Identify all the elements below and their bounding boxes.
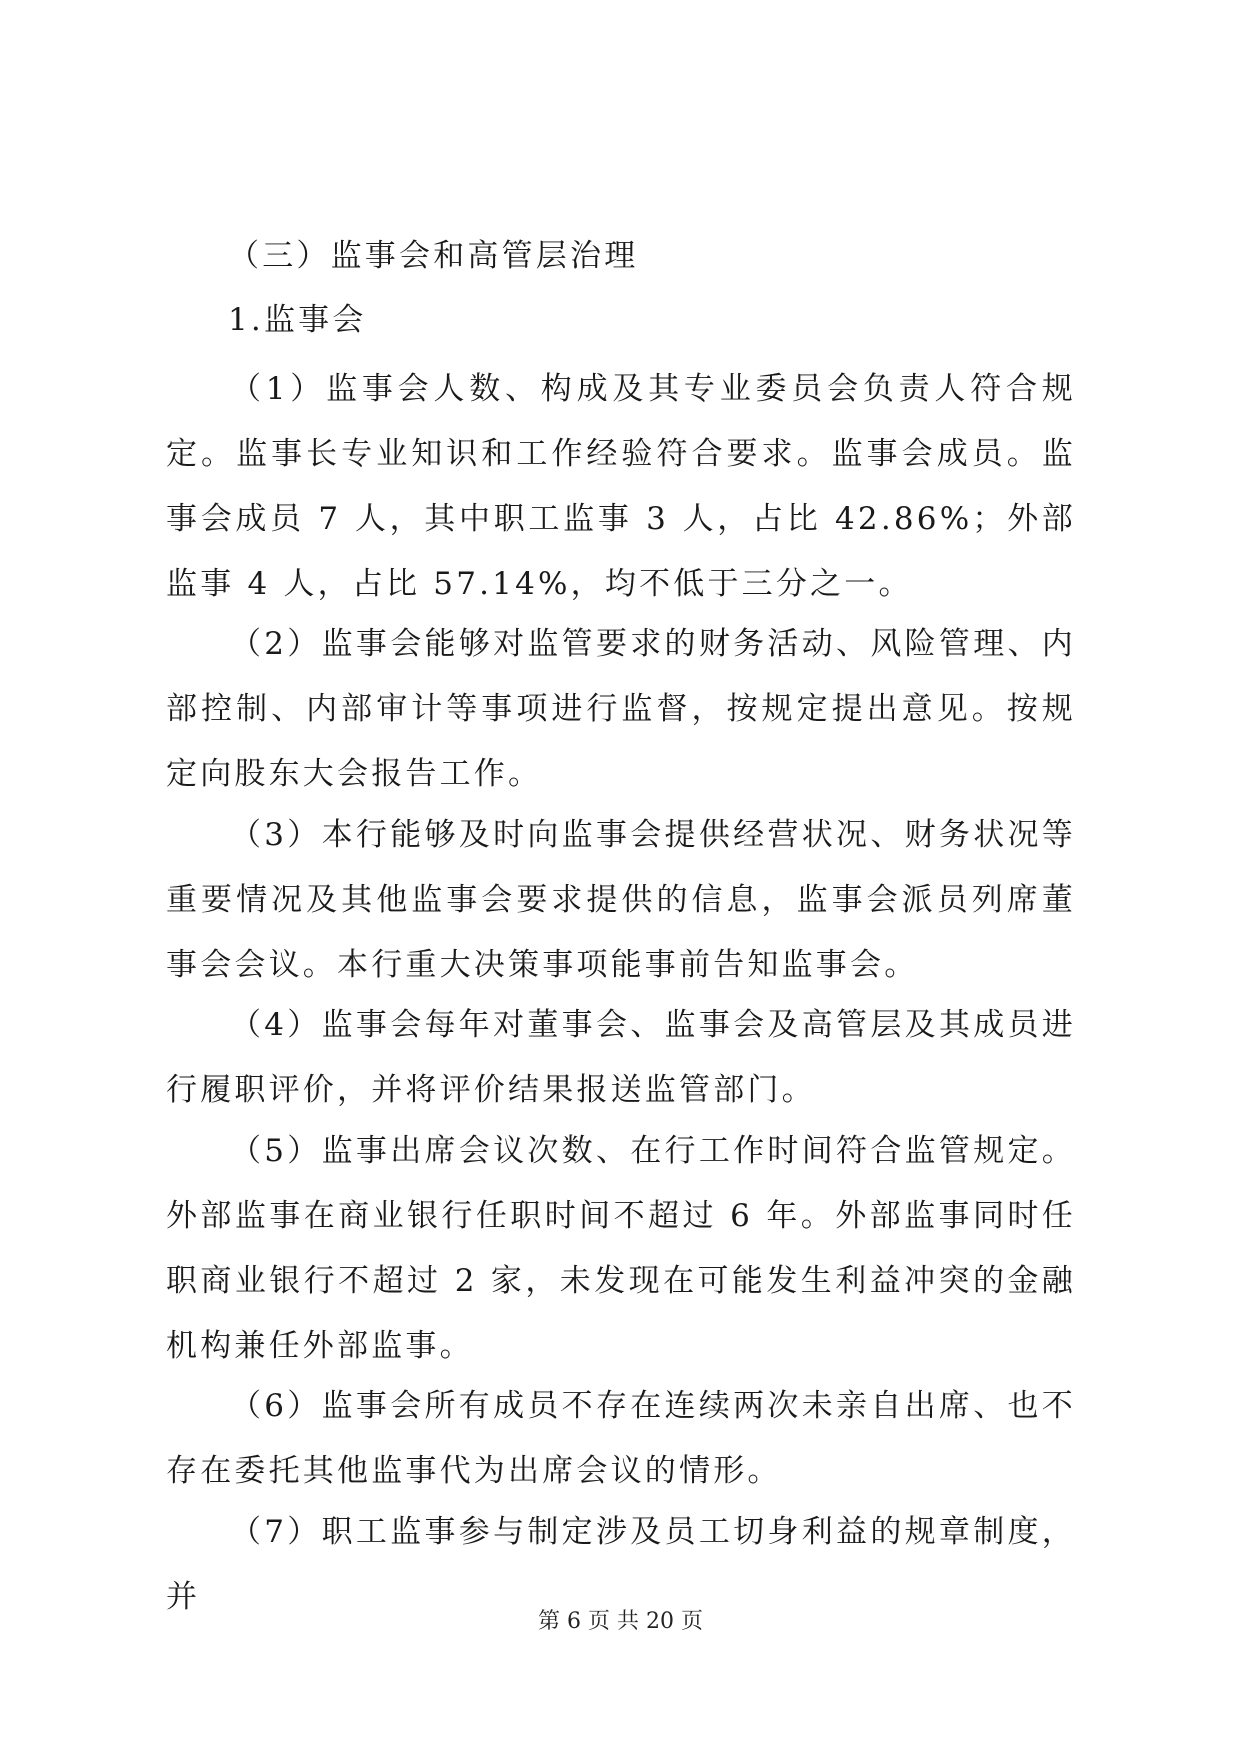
paragraph-1: （1）监事会人数、构成及其专业委员会负责人符合规定。监事长专业知识和工作经验符合要求。监事会成员。监事会成员 7 人，其中职工监事 3 人，占比 42.86%；外部监事 4 人，占比 57.14%，均不低于三分之一。 xyxy=(166,371,1076,602)
paragraph-6: （6）监事会所有成员不存在连续两次未亲自出席、也不存在委托其他监事代为出席会议的情形。 xyxy=(166,1388,1076,1489)
subsection-heading: 1.监事会 xyxy=(228,302,367,338)
section-heading: （三）监事会和高管层治理 xyxy=(228,238,639,274)
paragraph-4: （4）监事会每年对董事会、监事会及高管层及其成员进行履职评价，并将评价结果报送监管部门。 xyxy=(166,1007,1076,1108)
paragraph-7: （7）职工监事参与制定涉及员工切身利益的规章制度，并 xyxy=(166,1514,1076,1615)
page-footer: 第 6 页 共 20 页 xyxy=(538,1609,703,1634)
paragraph-3: （3）本行能够及时向监事会提供经营状况、财务状况等重要情况及其他监事会要求提供的信息，监事会派员列席董事会会议。本行重大决策事项能事前告知监事会。 xyxy=(166,817,1076,983)
paragraph-2: （2）监事会能够对监管要求的财务活动、风险管理、内部控制、内部审计等事项进行监督，按规定提出意见。按规定向股东大会报告工作。 xyxy=(166,626,1076,792)
paragraph-5: （5）监事出席会议次数、在行工作时间符合监管规定。外部监事在商业银行任职时间不超过 6 年。外部监事同时任职商业银行不超过 2 家，未发现在可能发生利益冲突的金融机构兼任外部监事。 xyxy=(166,1133,1076,1364)
